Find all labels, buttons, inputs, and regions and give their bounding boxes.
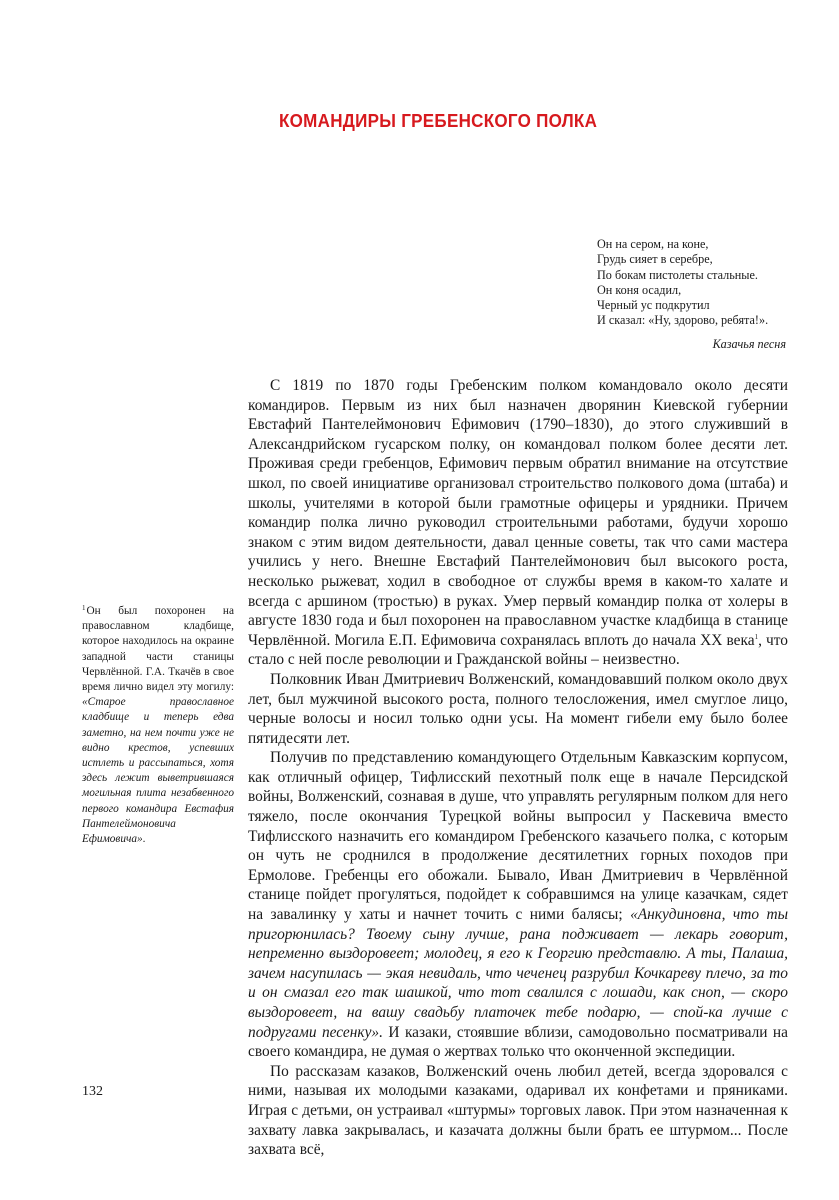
epigraph-line: Грудь сияет в серебре, [597,252,713,267]
footnote [82,604,234,847]
chapter-title: КОМАНДИРЫ ГРЕБЕНСКОГО ПОЛКА [279,110,598,131]
paragraph-1 [248,376,788,670]
main-text [248,376,788,1160]
page-number: 132 [82,1084,103,1099]
quoted-speech: «Анкудиновна, что ты пригорюнилась? Твоему сыну лучше, рана подживает — лекарь говорит, непременно выздоровеет; молодец, я его к Георгию представлю. А ты, Палаша, зачем насупилась — экая невидаль, что чеченец разрубил Кочкареву плечо, за то и он смазал его так шашкой, что тот свалился с лошади, как сноп, — скоро выздоровеет, на вашу свадьбу платочек тебе подарю, — спой-ка лучше с подругами песенку». [248,906,788,1041]
paragraph-4: По рассказам казаков, Волженский очень любил детей, всегда здоровался с ними, называя их молодыми казаками, одаривал их конфетами и пряниками. Играя с детьми, он устраивал «штурмы» торговых лавок. При этом назначенная к захвату лавка закрывалась, и казачата должны были брать ее штурмом... После захвата всё, [248,1062,788,1159]
epigraph-line: Он коня осадил, [597,282,682,297]
footnote-number: 1 [82,604,86,612]
epigraph-line: И сказал: «Ну, здорово, ребята!». [597,313,769,328]
footnote-quote: «Старое православное кладбище и теперь едва заметно, на нем почти уже не видно крестов, успевших истлеть и рассыпаться, хотя здесь лежит выветрившаяся могильная плита незабвенного первого командира Евстафия Пантелеймоновича Ефимовича» [82,696,234,846]
epigraph-line: Он на сером, на коне, [597,237,709,251]
paragraph-text: , что стало с ней после революции и Гражданской войны – неизвестно. [248,631,788,669]
epigraph-source: Казачья песня [712,336,786,351]
paragraph-text: Получив по представлению командующего Отдельным Кавказским корпусом, как отличный офицер, Тифлисский пехотный полк еще в начале Персидской войны, Волженский, сознавая в душе, что управлять регулярным полком для него тяжело, после окончания Турецкой войны выпросил у Паскевича вместо Тифлисского назначить его командиром Гребенского казачьего полка, с которым он чуть не сроднился в продолжение десятилетних горных походов при Ермолове. Гребенцы его обожали. Бывало, Иван Дмитриевич в Червлённой станице пойдет прогуляться, подойдет к собравшимся на улице казачкам, сядет на завалинку у хаты и начнет точить с ними балясы; [248,749,788,924]
epigraph [597,237,797,352]
epigraph-line: По бокам пистолеты стальные. [597,267,758,282]
paragraph-text: И казаки, стоявшие вблизи, самодовольно посматривали на своего командира, не думая о жертвах только что оконченной экспедиции. [248,1023,789,1061]
footnote-text: Он был похоронен на православном кладбище, которое находилось на окраине западной части станицы Червлённой. Г.А. Ткачёв в свое время лично видел эту могилу: [82,605,234,694]
paragraph-2: Полковник Иван Дмитриевич Волженский, командовавший полком около двух лет, был мужчиной высокого роста, полного телосложения, имел смуглое лицо, черные волосы и носил только одни усы. На момент гибели ему было более пятидесяти лет. [248,670,788,747]
paragraph-text: С 1819 по 1870 годы Гребенским полком командовало около десяти командиров. Первым из них был назначен дворянин Киевской губернии Евстафий Пантелеймонович Ефимович (1790–1830), до этого служивший в Александрийском гусарском полку, он командовал полком более десяти лет. Проживая среди гребенцов, Ефимович первым обратил внимание на отсутствие школ, по своей инициативе организовал строительство полкового дома (штаба) и школы, учителями в которой были грамотные офицеры и урядники. Причем командир полка лично руководил строительными работами, будучи хорошо знаком с этим видом деятельности, давал ценные советы, так что сами мастера учились у него. Внешне Евстафий Пантелеймонович был высокого роста, несколько рыжеват, ходил в свободное от службы время в каком-то халате и всегда с аршином (тростью) в руках. Умер первый командир полка от холеры в августе 1830 года и был похоронен на православном участке кладбища в станице Червлённой. Могила Е.П. Ефимовича сохранялась вплоть до начала XX века [248,377,788,649]
paragraph-3 [248,748,788,1062]
epigraph-line: Черный ус подкрутил [597,298,710,313]
footnote-end: . [142,833,146,846]
footnote-reference: 1 [754,632,759,641]
